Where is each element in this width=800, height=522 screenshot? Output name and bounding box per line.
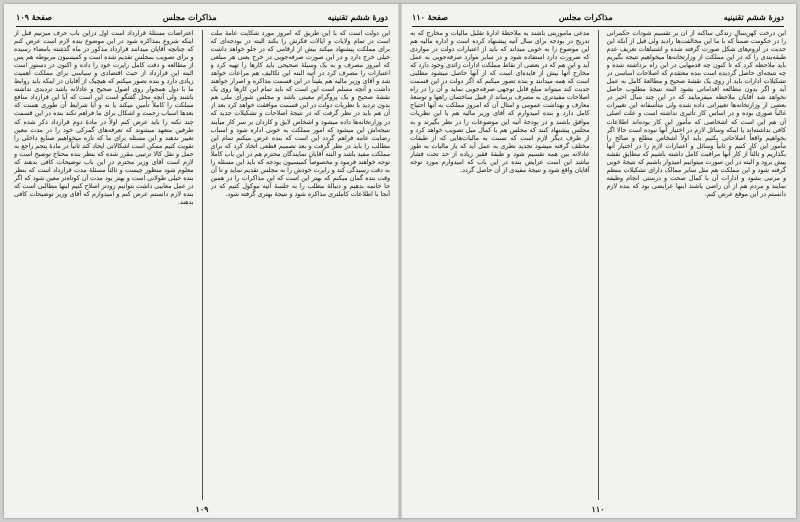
right-page-number: ۱۱۰ <box>591 504 605 514</box>
left-page-header <box>16 10 388 27</box>
left-session: صفحهٔ ۱۰۹ <box>16 12 52 22</box>
right-page-col-right: این درخت کهن‌سال زندگی ساکنه از آن بر تقسیم شودات حکمرانی را در حکومت ضمناً که با ما این مخالفت‌ها رادید ولی قبل از آنکه این جدیت در لزوم‌های شکل صورت گرفته شده و اشتباهات تعریف عدم طبقه‌بندی را که در این مملکت از وزارتخانه‌ها میخواهیم نتیجه بگیریم باید ملاحظه کرد که تا کنون چه قدمهایی در این راه برداشته شده و چه نتیجه‌ای حاصل گردیده است بنده معتقدم که اصلاحات اساسی در تشکیلات ادارات باید از روی یک نقشهٔ صحیح و مطالعهٔ کامل به عمل آید و اگر بدون مطالعه اقداماتی بشود البته نتیجهٔ مطلوب حاصل نخواهد شد آقایان ملاحظه میفرمایند که در این چند سال اخیر در بعضی از وزارتخانه‌ها تغییراتی داده شده ولی متأسفانه این تغییرات غالباً صوری بوده و در اساس کار تأثیری نداشته است و علت اصلی آن هم این است که اشخاصی که مأمور این کار بوده‌اند اطلاعات کافی نداشته‌اند یا اینکه وسائل لازم در اختیار آنها نبوده است حالا اگر بخواهیم واقعاً اصلاحاتی بکنیم باید اولاً اشخاص مطلع و صالح را مأمور این کار کنیم و ثانیاً وسائل و اعتبارات لازم را در اختیار آنها بگذاریم و ثالثاً از کار آنها مراقبت کامل داشته باشیم که مطابق نقشه پیش برود و البته در این صورت میتوانیم امیدوار باشیم که نتیجهٔ خوبی گرفته شود و این مملکت هم مثل سایر ممالک دارای تشکیلات منظم و مرتبی بشود و ادارات آن با کمال صحت و درستی انجام وظیفه نمایند و مردم هم از آن راضی باشند اینها عرایضی بود که بنده لازم دانستم در این موقع عرض کنم. <box>606 30 786 198</box>
right-title: مذاکرات مجلس <box>558 12 613 22</box>
column-divider <box>202 30 203 500</box>
left-page-columns <box>14 30 390 500</box>
book-spread <box>4 4 796 518</box>
left-page <box>4 4 400 518</box>
right-volume: دورهٔ ششم تقنینیه <box>723 12 784 22</box>
right-page-col-left: مدعی مأموریتی باشند به ملاحظهٔ ادارهٔ تقلیل مالیات و مخارج که به تدریج در بودجه برای سال آتیه پیشنهاد کرده است و اداره مالیه هم این موضوع را به خوبی میداند که باید از اعتبارات دولت در مواردی که ضرورت دارد استفاده شود و در سایر موارد صرفه‌جویی به عمل آید و این هم که در بعضی از نقاط مملکت ادارات زائدی وجود دارد که مخارج آنها بیش از فایده‌ای است که از آنها حاصل میشود مطلبی است که همه میدانند و بنده تصور میکنم که اگر دولت در این قسمت جدیت کند میتواند مبلغ قابل توجهی صرفه‌جویی نماید و آن را در راه اصلاحات مفیدتری به مصرف برساند از قبیل ساختمان راهها و توسعهٔ معارف و بهداشت عمومی و امثال آن که امروز مملکت به آنها احتیاج کامل دارد و بنده امیدوارم که آقای وزیر مالیه هم با این نظریات موافق باشند و در بودجهٔ آتیه این موضوعات را در نظر بگیرند و به مجلس پیشنهاد کنند که مجلس هم با کمال میل تصویب خواهد کرد و از طرف دیگر لازم است که نسبت به مالیات‌هایی که از طبقات مختلف گرفته میشود تجدید نظری به عمل آید که بار مالیات به طور عادلانه بین همه تقسیم شود و طبقهٔ فقیر زیاده از حد تحت فشار نباشد این است عرایض بنده در این باب که امیدوارم مورد توجه آقایان واقع شود و نتیجهٔ مفیدی از آن حاصل گردد. <box>410 30 590 174</box>
right-page <box>400 4 796 518</box>
right-page-columns <box>410 30 786 500</box>
right-session: صفحهٔ ۱۱۰ <box>412 12 448 22</box>
right-page-header <box>412 10 784 27</box>
left-page-col-left: اعتراضات مسئلهٔ قرارداد است اول دراین باب حرف میزنیم قبل از اینکه شروع بمذاکره شود در این موضوع بنده لازم است عرض کنم که چنانچه آقایان میدانند قرارداد مذکور در ماه گذشته بامضاء رسیده و برای تصویب بمجلس تقدیم شده است و کمیسیون مربوطه هم پس از مطالعه و دقت کامل راپرت خود را داده و اکنون در دستور است البته این قرارداد از حیث اقتصادی و سیاسی برای مملکت اهمیت زیادی دارد و بنده تصور میکنم که هیچیک از آقایان در اینکه باید روابط ما با دول همجوار روی اصول صحیح و عادلانه باشد تردیدی نداشته باشند ولی آنچه محل گفتگو است این است که آیا این قرارداد منافع مملکت را کاملاً تأمین میکند یا نه و آیا شرایط آن طوری هست که بعدها اسباب زحمت و اشکال برای ما فراهم نکند بنده در این قسمت چند نکته را باید عرض کنم اولاً در مادهٔ دوم قرارداد ذکر شده که طرفین متعهد میشوند که تعرفه‌های گمرکی خود را در مدت معین تغییر ندهند و این مسئله برای ما که تازه میخواهیم صنایع داخلی را تقویت کنیم ممکن است اشکالاتی ایجاد کند ثانیاً در مادهٔ پنجم راجع به حمل و نقل کالا ترتیبی مقرر شده که بنظر بنده محتاج توضیح است و لازم است آقای وزیر محترم در این باب توضیحات کافی بدهند که معلوم شود منظور چیست و ثالثاً مسئلهٔ مدت قرارداد است که بنظر بنده خیلی طولانی است و بهتر بود مدت آن کوتاه‌تر معین شود که اگر در عمل معایبی داشت بتوانیم زودتر اصلاح کنیم اینها مطالبی است که بنده لازم دانستم عرض کنم و امیدوارم که آقای وزیر توضیحات کافی بدهند. <box>14 30 194 206</box>
column-divider <box>598 30 599 500</box>
left-page-number: ۱۰۹ <box>195 504 209 514</box>
left-title: مذاکرات مجلس <box>162 12 217 22</box>
left-volume: دورهٔ ششم تقنینیه <box>327 12 388 22</box>
left-page-col-right: این دولت است که با این طریق که امروز مورد شکایت عامهٔ ملت است در تمام ولایات و ایالات فکرش را بکند البته در بودجه‌ای که برای مملکت پیشنهاد میکند بیش از ارقامی که در جلو خواهد داشت خیلی خرج دارد و در این صورت صرفه‌جویی در خرج یعنی هر مبلغی که امروز مصرف و به یک وسیلهٔ صحیحی باید کارها را تهیه کرد و اعتبارات را مصرف کرد در آتیه البته این تکالیف هم مراعات خواهد شد و آقای وزیر مالیه هم یقیناً در این قسمت مذاکره و اصرار خواهند داشت و آنچه مسلم است این است که باید تمام این کارها روی یک نقشهٔ صحیح و یک پروگرام معینی باشد و مجلس شورای ملی هم بدون تردید با نظریات دولت در این قسمت موافقت خواهد کرد بعد از آن هم باید در نظر گرفت که در نتیجهٔ اصلاحات و تشکیلات جدید که در وزارتخانه‌ها داده میشود و اشخاص لایق و کاردان بر سر کار میآیند نتیجه‌اش این میشود که امور مملکت به خوبی اداره شود و اسباب رضایت عامه فراهم گردد این است که بنده عرض میکنم تمام این مطالب را باید در نظر گرفت و بعد تصمیم قطعی اتخاذ کرد که برای مملکت مفید باشد و البته آقایان نمایندگان محترم هم در این باب کاملاً توجه خواهند فرمود و مخصوصاً کمیسیون بودجه که باید این مسئله را به دقت رسیدگی کند و راپرت خودش را به مجلس تقدیم نماید و تا آن وقت بنده گمان میکنم که بهتر این است که این مذاکرات را در همین جا خاتمه بدهیم و دنبالهٔ مطلب را به جلسهٔ آتیه موکول کنیم که در آنجا با اطلاعات کاملتری مذاکره شود و نتیجهٔ بهتری گرفته شود. <box>210 30 390 198</box>
